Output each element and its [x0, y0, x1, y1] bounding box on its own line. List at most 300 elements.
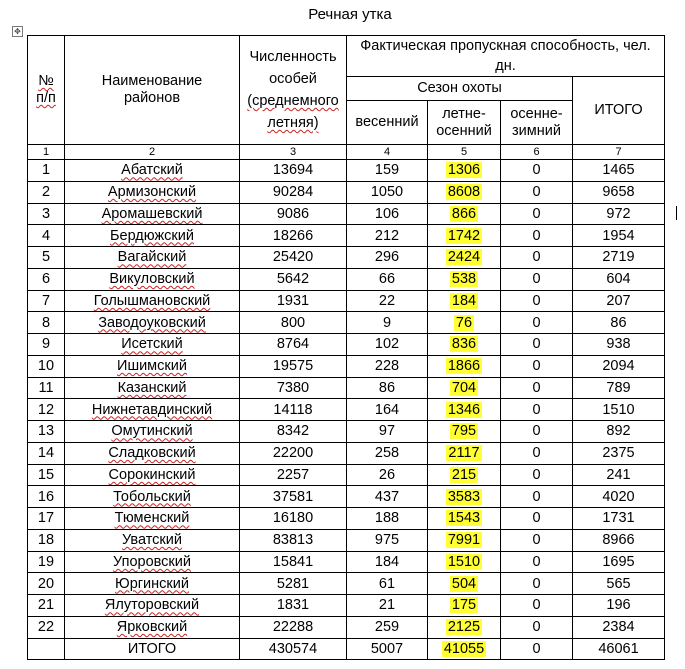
- col-number: 1: [28, 145, 65, 160]
- table-row: [28, 399, 673, 421]
- autumn-winter-value: [501, 312, 573, 334]
- summer-autumn-value: [428, 377, 501, 399]
- summer-autumn-value-text: 795: [451, 423, 477, 440]
- autumn-winter-value: [501, 203, 573, 225]
- table-move-handle-icon[interactable]: ✥: [12, 26, 23, 37]
- summer-autumn-value: [428, 355, 501, 377]
- total-value-text: 892: [606, 423, 631, 440]
- district-name: [65, 551, 240, 573]
- spring-value: [347, 595, 428, 617]
- district-name-text: Армизонский: [107, 184, 197, 201]
- summer-autumn-value: [428, 421, 501, 443]
- summer-autumn-value: [428, 595, 501, 617]
- summer-autumn-value-text: 2125: [447, 619, 481, 636]
- district-name-text: Бердюжский: [110, 227, 194, 244]
- population-value: [240, 247, 347, 269]
- row-number-text: 22: [37, 619, 55, 636]
- population-value: [240, 616, 347, 638]
- total-value: [573, 399, 665, 421]
- summer-autumn-value: [428, 442, 501, 464]
- district-name: [65, 399, 240, 421]
- row-number: [28, 551, 65, 573]
- spring-value: [347, 421, 428, 443]
- total-value: [573, 486, 665, 508]
- population-value: [240, 551, 347, 573]
- summer-autumn-value-text: 41055: [443, 640, 485, 657]
- table-row: [28, 616, 673, 638]
- autumn-winter-value: [501, 573, 573, 595]
- row-number-text: 3: [41, 205, 51, 222]
- table-row: [28, 181, 673, 203]
- spring-value-text: 21: [378, 597, 396, 614]
- summer-autumn-value-text: 1742: [447, 227, 481, 244]
- summer-autumn-value-text: 7991: [447, 532, 481, 549]
- row-number: [28, 160, 65, 182]
- summer-autumn-value: [428, 334, 501, 356]
- total-value: [573, 247, 665, 269]
- row-number-text: 2: [41, 184, 51, 201]
- header-autumn-winter-line: осенне-: [510, 105, 563, 122]
- summer-autumn-value-text: 76: [455, 314, 473, 331]
- table-row: [28, 312, 673, 334]
- total-value-text: 2375: [602, 445, 635, 462]
- total-value: [573, 551, 665, 573]
- autumn-winter-value: [501, 225, 573, 247]
- population-value: [240, 421, 347, 443]
- table-row: [28, 268, 673, 290]
- total-value-text: 604: [606, 271, 631, 288]
- total-value-text: 1731: [602, 510, 635, 527]
- population-value-text: 5281: [276, 575, 310, 592]
- district-name-text: Ярковский: [116, 619, 188, 636]
- autumn-winter-value: [501, 334, 573, 356]
- total-value: [573, 464, 665, 486]
- summer-autumn-value-text: 215: [451, 466, 477, 483]
- spring-value: [347, 203, 428, 225]
- district-name: [65, 486, 240, 508]
- summer-autumn-value: [428, 551, 501, 573]
- spring-value: [347, 377, 428, 399]
- spring-value: [347, 486, 428, 508]
- spring-value-text: 228: [374, 358, 400, 375]
- table-row: [28, 595, 673, 617]
- total-value-text: 2384: [602, 619, 635, 636]
- district-name-text: Абатский: [121, 162, 183, 179]
- spring-value: [347, 573, 428, 595]
- population-value-text: 1831: [276, 597, 310, 614]
- summer-autumn-value: [428, 529, 501, 551]
- row-number: [28, 421, 65, 443]
- header-population-line: (среднемного: [247, 93, 339, 109]
- autumn-winter-value-text: 0: [532, 619, 541, 636]
- summer-autumn-value-text: 1543: [447, 510, 481, 527]
- total-value-text: 1510: [602, 401, 635, 418]
- district-name-text: Голышмановский: [93, 292, 211, 309]
- table-row: [28, 334, 673, 356]
- header-summer-autumn: [428, 101, 501, 145]
- spring-value-text: 106: [374, 205, 400, 222]
- row-number: [28, 464, 65, 486]
- col-number: 3: [240, 145, 347, 160]
- spring-value: [347, 399, 428, 421]
- total-value-text: 2094: [602, 358, 635, 375]
- spring-value: [347, 464, 428, 486]
- row-number: [28, 290, 65, 312]
- spring-value: [347, 247, 428, 269]
- row-number-text: 19: [37, 553, 55, 570]
- population-value-text: 25420: [272, 249, 314, 266]
- spring-value: [347, 225, 428, 247]
- total-value-text: 1954: [602, 227, 635, 244]
- summer-autumn-value-text: 538: [451, 271, 477, 288]
- totals-row: [28, 638, 673, 660]
- population-value-text: 19575: [272, 358, 314, 375]
- table-row: [28, 573, 673, 595]
- autumn-winter-value-text: 0: [532, 292, 541, 309]
- header-capacity: [347, 36, 665, 77]
- header-population-line: особей: [269, 71, 317, 87]
- total-value: [573, 160, 665, 182]
- total-value-text: 789: [606, 379, 631, 396]
- total-value: [573, 529, 665, 551]
- row-number: [28, 247, 65, 269]
- header-population-line: летняя): [267, 115, 319, 131]
- autumn-winter-value-text: 0: [532, 358, 541, 375]
- header-spring: весенний: [347, 101, 428, 145]
- district-name-text: Заводоуковский: [98, 314, 206, 331]
- population-value: [240, 442, 347, 464]
- summer-autumn-value: [428, 486, 501, 508]
- total-value-text: 938: [606, 336, 631, 353]
- header-autumn-winter: [501, 101, 573, 145]
- summer-autumn-value: [428, 616, 501, 638]
- total-value-text: 196: [606, 597, 631, 614]
- spring-value: [347, 290, 428, 312]
- row-number-text: 6: [41, 271, 51, 288]
- district-name: [65, 508, 240, 530]
- spring-value: [347, 334, 428, 356]
- autumn-winter-value-text: 0: [532, 640, 541, 657]
- population-value-text: 15841: [272, 553, 314, 570]
- col-number: 5: [428, 145, 501, 160]
- spring-value-text: 258: [374, 445, 400, 462]
- spring-value-text: 9: [382, 314, 392, 331]
- spring-value-text: 188: [374, 510, 400, 527]
- row-number-text: 16: [37, 488, 55, 505]
- spring-value-text: 5007: [370, 640, 404, 657]
- district-name: [65, 464, 240, 486]
- summer-autumn-value-text: 3583: [447, 488, 481, 505]
- autumn-winter-value: [501, 595, 573, 617]
- total-value: [573, 442, 665, 464]
- autumn-winter-value: [501, 399, 573, 421]
- population-value: [240, 573, 347, 595]
- spring-value-text: 159: [374, 162, 400, 179]
- population-value: [240, 334, 347, 356]
- spring-value: [347, 355, 428, 377]
- population-value-text: 9086: [276, 205, 310, 222]
- population-value-text: 1931: [276, 292, 310, 309]
- total-value: [573, 573, 665, 595]
- district-name-text: Ишимский: [117, 358, 187, 375]
- total-value: [573, 203, 665, 225]
- spring-value-text: 97: [378, 423, 396, 440]
- total-value-text: 8966: [602, 532, 635, 549]
- spring-value-text: 296: [374, 249, 400, 266]
- total-value-text: 972: [606, 205, 631, 222]
- summer-autumn-value: [428, 203, 501, 225]
- population-value: [240, 638, 347, 660]
- autumn-winter-value-text: 0: [532, 205, 541, 222]
- row-number: [28, 334, 65, 356]
- row-number-text: 17: [37, 510, 55, 527]
- autumn-winter-value: [501, 616, 573, 638]
- population-value: [240, 312, 347, 334]
- autumn-winter-value-text: 0: [532, 379, 541, 396]
- population-value-text: 430574: [268, 640, 318, 657]
- population-value: [240, 595, 347, 617]
- row-number-text: 9: [41, 336, 51, 353]
- spring-value: [347, 508, 428, 530]
- row-number-text: 21: [37, 597, 55, 614]
- row-number-text: 10: [37, 358, 55, 375]
- spring-value: [347, 181, 428, 203]
- spring-value: [347, 268, 428, 290]
- district-name: [65, 595, 240, 617]
- autumn-winter-value-text: 0: [532, 336, 541, 353]
- col-number: 7: [573, 145, 665, 160]
- row-number-text: 11: [38, 379, 54, 396]
- total-value: [573, 595, 665, 617]
- district-name-text: Упоровский: [113, 553, 191, 570]
- total-value-text: 46061: [598, 640, 639, 657]
- summer-autumn-value-text: 704: [451, 379, 477, 396]
- autumn-winter-value: [501, 268, 573, 290]
- district-name: [65, 247, 240, 269]
- total-value: [573, 508, 665, 530]
- row-number-text: 8: [41, 314, 51, 331]
- autumn-winter-value-text: 0: [532, 314, 541, 331]
- district-name-text: Тюменский: [114, 510, 190, 527]
- summer-autumn-value-text: 1510: [447, 553, 481, 570]
- summer-autumn-value-text: 1866: [447, 358, 481, 375]
- header-num-label: № п/п: [36, 73, 56, 106]
- population-value: [240, 377, 347, 399]
- spring-value: [347, 442, 428, 464]
- header-total: ИТОГО: [573, 77, 665, 145]
- population-value: [240, 160, 347, 182]
- district-name: [65, 334, 240, 356]
- row-number-text: 5: [41, 249, 51, 266]
- header-summer-autumn-line: летне-: [442, 105, 486, 122]
- district-name-text: Сладковский: [108, 445, 196, 462]
- table-row: [28, 203, 673, 225]
- table-row: [28, 225, 673, 247]
- spring-value-text: 184: [374, 553, 400, 570]
- row-number-text: 18: [37, 532, 55, 549]
- district-name-text: ИТОГО: [127, 640, 177, 657]
- district-name: [65, 268, 240, 290]
- header-season: Сезон охоты: [347, 77, 573, 101]
- summer-autumn-value: [428, 508, 501, 530]
- row-number-text: 1: [41, 162, 51, 179]
- summer-autumn-value: [428, 247, 501, 269]
- spring-value-text: 259: [374, 619, 400, 636]
- district-name: [65, 203, 240, 225]
- summer-autumn-value: [428, 160, 501, 182]
- spring-value: [347, 529, 428, 551]
- header-population: [240, 36, 347, 145]
- spring-value-text: 975: [374, 532, 400, 549]
- district-name-text: Вагайский: [117, 249, 187, 266]
- total-value-text: 207: [606, 292, 631, 309]
- population-value: [240, 290, 347, 312]
- text-cursor: [676, 206, 677, 220]
- autumn-winter-value-text: 0: [532, 510, 541, 527]
- autumn-winter-value: [501, 442, 573, 464]
- population-value-text: 14118: [273, 401, 313, 418]
- autumn-winter-value-text: 0: [532, 249, 541, 266]
- row-number: [28, 312, 65, 334]
- summer-autumn-value: [428, 399, 501, 421]
- header-autumn-winter-line: зимний: [512, 122, 561, 139]
- row-number: [28, 181, 65, 203]
- population-value: [240, 486, 347, 508]
- table-row: [28, 442, 673, 464]
- total-value-text: 565: [606, 575, 631, 592]
- population-value-text: 7380: [276, 379, 310, 396]
- autumn-winter-value: [501, 181, 573, 203]
- table-row: [28, 529, 673, 551]
- spring-value: [347, 616, 428, 638]
- total-value: [573, 268, 665, 290]
- summer-autumn-value-text: 836: [451, 336, 477, 353]
- row-number: [28, 508, 65, 530]
- row-number: [28, 355, 65, 377]
- header-num: [28, 36, 65, 145]
- district-name: [65, 290, 240, 312]
- population-value: [240, 399, 347, 421]
- district-name: [65, 160, 240, 182]
- autumn-winter-value: [501, 355, 573, 377]
- district-name: [65, 312, 240, 334]
- district-name-text: Омутинский: [111, 423, 193, 440]
- row-number-text: 15: [37, 466, 55, 483]
- summer-autumn-value: [428, 312, 501, 334]
- population-value-text: 8342: [276, 423, 310, 440]
- district-name: [65, 355, 240, 377]
- spring-value-text: 1050: [370, 184, 404, 201]
- autumn-winter-value-text: 0: [532, 401, 541, 418]
- district-name-text: Нижнетавдинский: [91, 401, 213, 418]
- district-name-text: Аромашевский: [101, 205, 203, 222]
- total-value: [573, 181, 665, 203]
- row-number: [28, 399, 65, 421]
- spring-value-text: 66: [378, 271, 396, 288]
- total-value: [573, 638, 665, 660]
- population-value-text: 90284: [272, 184, 314, 201]
- header-population-line: Численность: [249, 49, 337, 65]
- spring-value-text: 164: [374, 401, 400, 418]
- col-number: 4: [347, 145, 428, 160]
- row-number-text: 20: [37, 575, 55, 592]
- total-value-text: 2719: [602, 249, 635, 266]
- total-value: [573, 290, 665, 312]
- row-number: [28, 529, 65, 551]
- summer-autumn-value-text: 8608: [447, 184, 481, 201]
- row-number: [28, 268, 65, 290]
- total-value-text: 241: [606, 466, 631, 483]
- header-summer-autumn-line: осенний: [436, 122, 492, 139]
- row-number: [28, 225, 65, 247]
- table-row: [28, 464, 673, 486]
- total-value: [573, 355, 665, 377]
- spring-value-text: 102: [374, 336, 400, 353]
- summer-autumn-value-text: 175: [451, 597, 477, 614]
- population-value-text: 8764: [276, 336, 310, 353]
- spring-value-text: 212: [374, 227, 400, 244]
- spring-value: [347, 638, 428, 660]
- autumn-winter-value-text: 0: [532, 271, 541, 288]
- total-value: [573, 421, 665, 443]
- autumn-winter-value: [501, 464, 573, 486]
- autumn-winter-value-text: 0: [532, 466, 541, 483]
- header-capacity-line: Фактическая пропускная способность, чел.: [360, 38, 651, 54]
- autumn-winter-value: [501, 486, 573, 508]
- population-value-text: 83813: [272, 532, 314, 549]
- row-number: [28, 595, 65, 617]
- summer-autumn-value: [428, 268, 501, 290]
- total-value-text: 9658: [602, 184, 635, 201]
- table-row: [28, 160, 673, 182]
- row-number: [28, 616, 65, 638]
- table-row: [28, 421, 673, 443]
- district-name: [65, 616, 240, 638]
- autumn-winter-value-text: 0: [532, 597, 541, 614]
- autumn-winter-value: [501, 551, 573, 573]
- district-name-text: Викуловский: [109, 271, 195, 288]
- autumn-winter-value: [501, 638, 573, 660]
- population-value-text: 22200: [272, 445, 314, 462]
- summer-autumn-value: [428, 181, 501, 203]
- row-number: [28, 203, 65, 225]
- summer-autumn-value-text: 504: [451, 575, 477, 592]
- total-value-text: 4020: [602, 488, 635, 505]
- district-name-text: Юргинский: [115, 575, 189, 592]
- district-name: [65, 638, 240, 660]
- autumn-winter-value-text: 0: [532, 162, 541, 179]
- spring-value-text: 22: [378, 292, 396, 309]
- population-value: [240, 508, 347, 530]
- autumn-winter-value-text: 0: [532, 532, 541, 549]
- autumn-winter-value-text: 0: [532, 423, 541, 440]
- spring-value-text: 86: [378, 379, 396, 396]
- column-number-row: [28, 145, 673, 160]
- population-value: [240, 225, 347, 247]
- autumn-winter-value: [501, 377, 573, 399]
- summer-autumn-value: [428, 464, 501, 486]
- row-number: [28, 638, 65, 660]
- spring-value: [347, 160, 428, 182]
- col-number: 6: [501, 145, 573, 160]
- summer-autumn-value-text: 184: [451, 292, 477, 309]
- district-name: [65, 225, 240, 247]
- table-row: [28, 551, 673, 573]
- table-row: [28, 486, 673, 508]
- summer-autumn-value: [428, 225, 501, 247]
- autumn-winter-value-text: 0: [532, 227, 541, 244]
- district-name-text: Тобольский: [113, 488, 191, 505]
